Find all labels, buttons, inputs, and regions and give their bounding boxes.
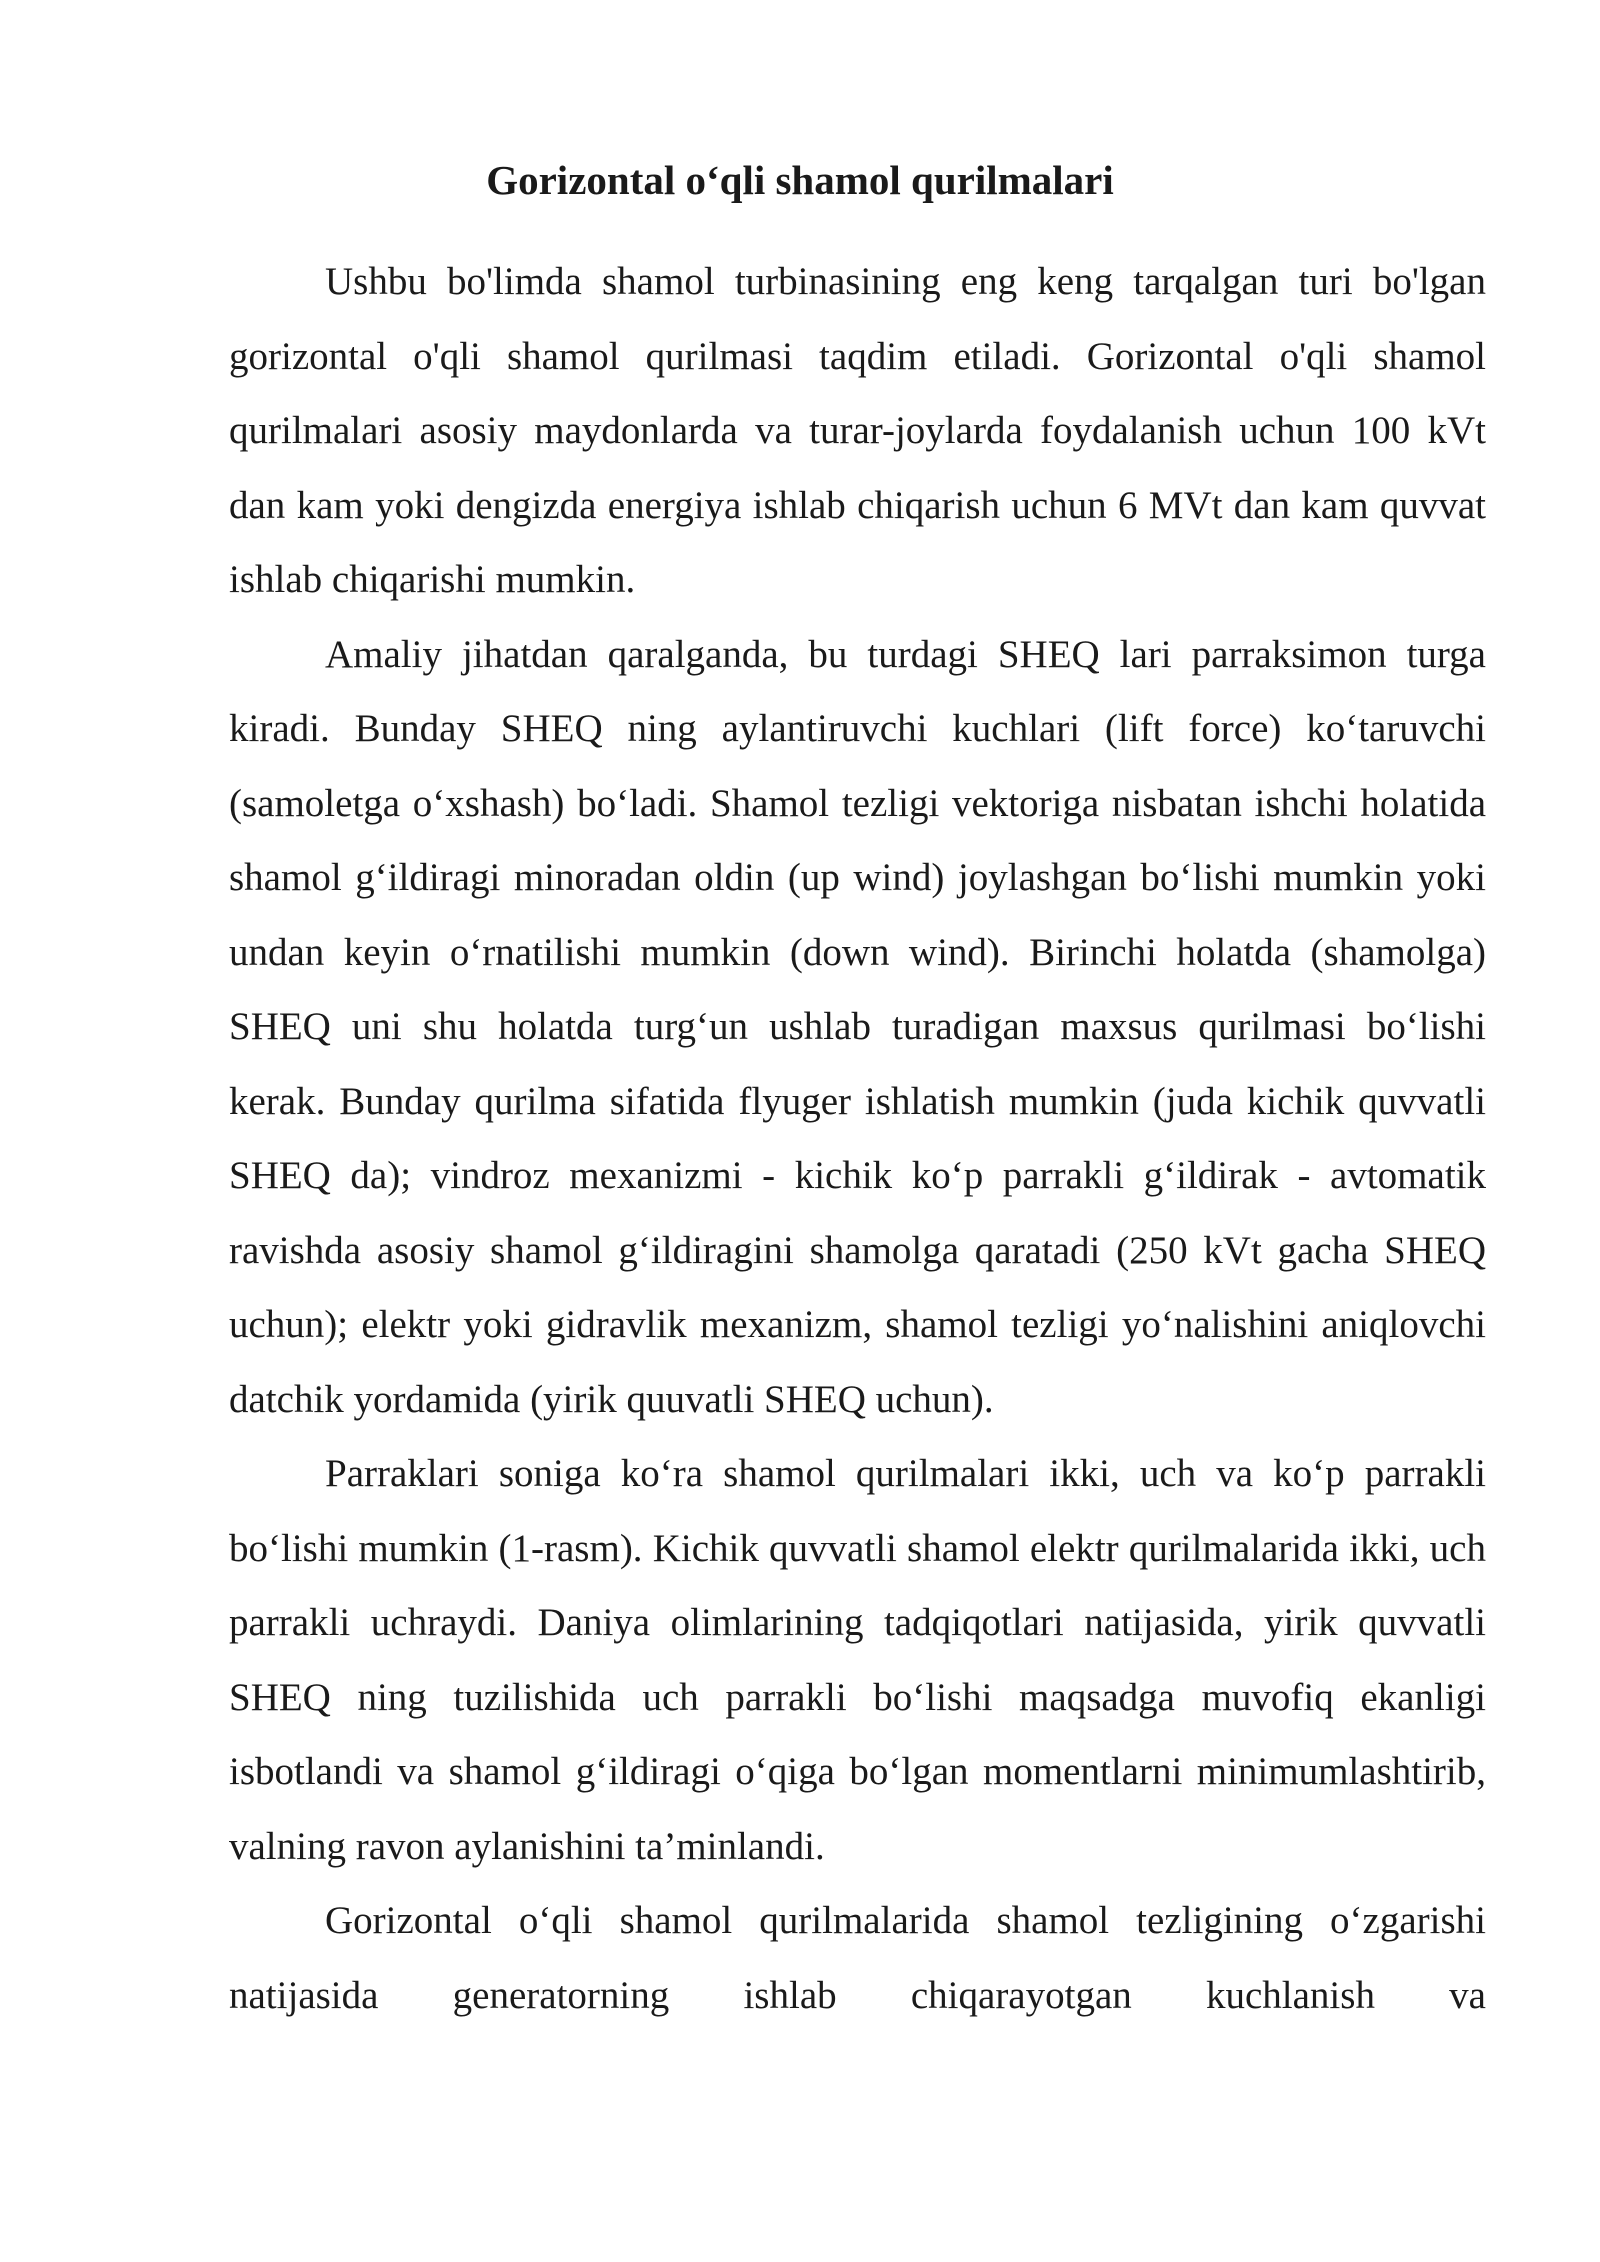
document-title: Gorizontal o‘qli shamol qurilmalari: [486, 157, 1114, 203]
paragraph-1: Ushbu bo'limda shamol turbinasining eng keng tarqalgan turi bo'lgan gorizontal o'qli shamol qurilmasi taqdim etiladi. Gorizontal o'qli shamol qurilmalari asosiy maydonlarda va turar-joylarda foydalanish uchun 100 kVt dan kam yoki dengizda energiya ishlab chiqarish uchun 6 MVt dan kam quvvat ishlab chiqarishi mumkin.: [229, 260, 1486, 601]
paragraph-2: Amaliy jihatdan qaralganda, bu turdagi SHEQ lari parraksimon turga kiradi. Bunday SHEQ ning aylantiruvchi kuchlari (lift force) ko‘taruvchi (samoletga o‘xshash) bo‘ladi. Shamol tezligi vektoriga nisbatan ishchi holatida shamol g‘ildiragi minoradan oldin (up wind) joylashgan bo‘lishi mumkin yoki undan keyin o‘rnatilishi mumkin (down wind). Birinchi holatda (shamolga) SHEQ uni shu holatda turg‘un ushlab turadigan maxsus qurilmasi bo‘lishi kerak. Bunday qurilma sifatida flyuger ishlatish mumkin (juda kichik quvvatli SHEQ da); vindroz mexanizmi - kichik ko‘p parrakli g‘ildirak - avtomatik ravishda asosiy shamol g‘ildiragini shamolga qaratadi (250 kVt gacha SHEQ uchun); elektr yoki gidravlik mexanizm, shamol tezligi yo‘nalishini aniqlovchi datchik yordamida (yirik quuvatli SHEQ uchun).: [229, 632, 1486, 1421]
document-body: [229, 245, 1486, 2033]
paragraph-4: Gorizontal o‘qli shamol qurilmalarida shamol tezligining o‘zgarishi natijasida generatorning ishlab chiqarayotgan kuchlanish va: [229, 1899, 1486, 2017]
paragraph-3: Parraklari soniga ko‘ra shamol qurilmalari ikki, uch va ko‘p parrakli bo‘lishi mumkin (1-rasm). Kichik quvvatli shamol elektr qurilmalarida ikki, uch parrakli uchraydi. Daniya olimlarining tadqiqotlari natijasida, yirik quvvatli SHEQ ning tuzilishida uch parrakli bo‘lishi maqsadga muvofiq ekanligi isbotlandi va shamol g‘ildiragi o‘qiga bo‘lgan momentlarni minimumlashtirib, valning ravon aylanishini ta’minlandi.: [229, 1452, 1486, 1868]
